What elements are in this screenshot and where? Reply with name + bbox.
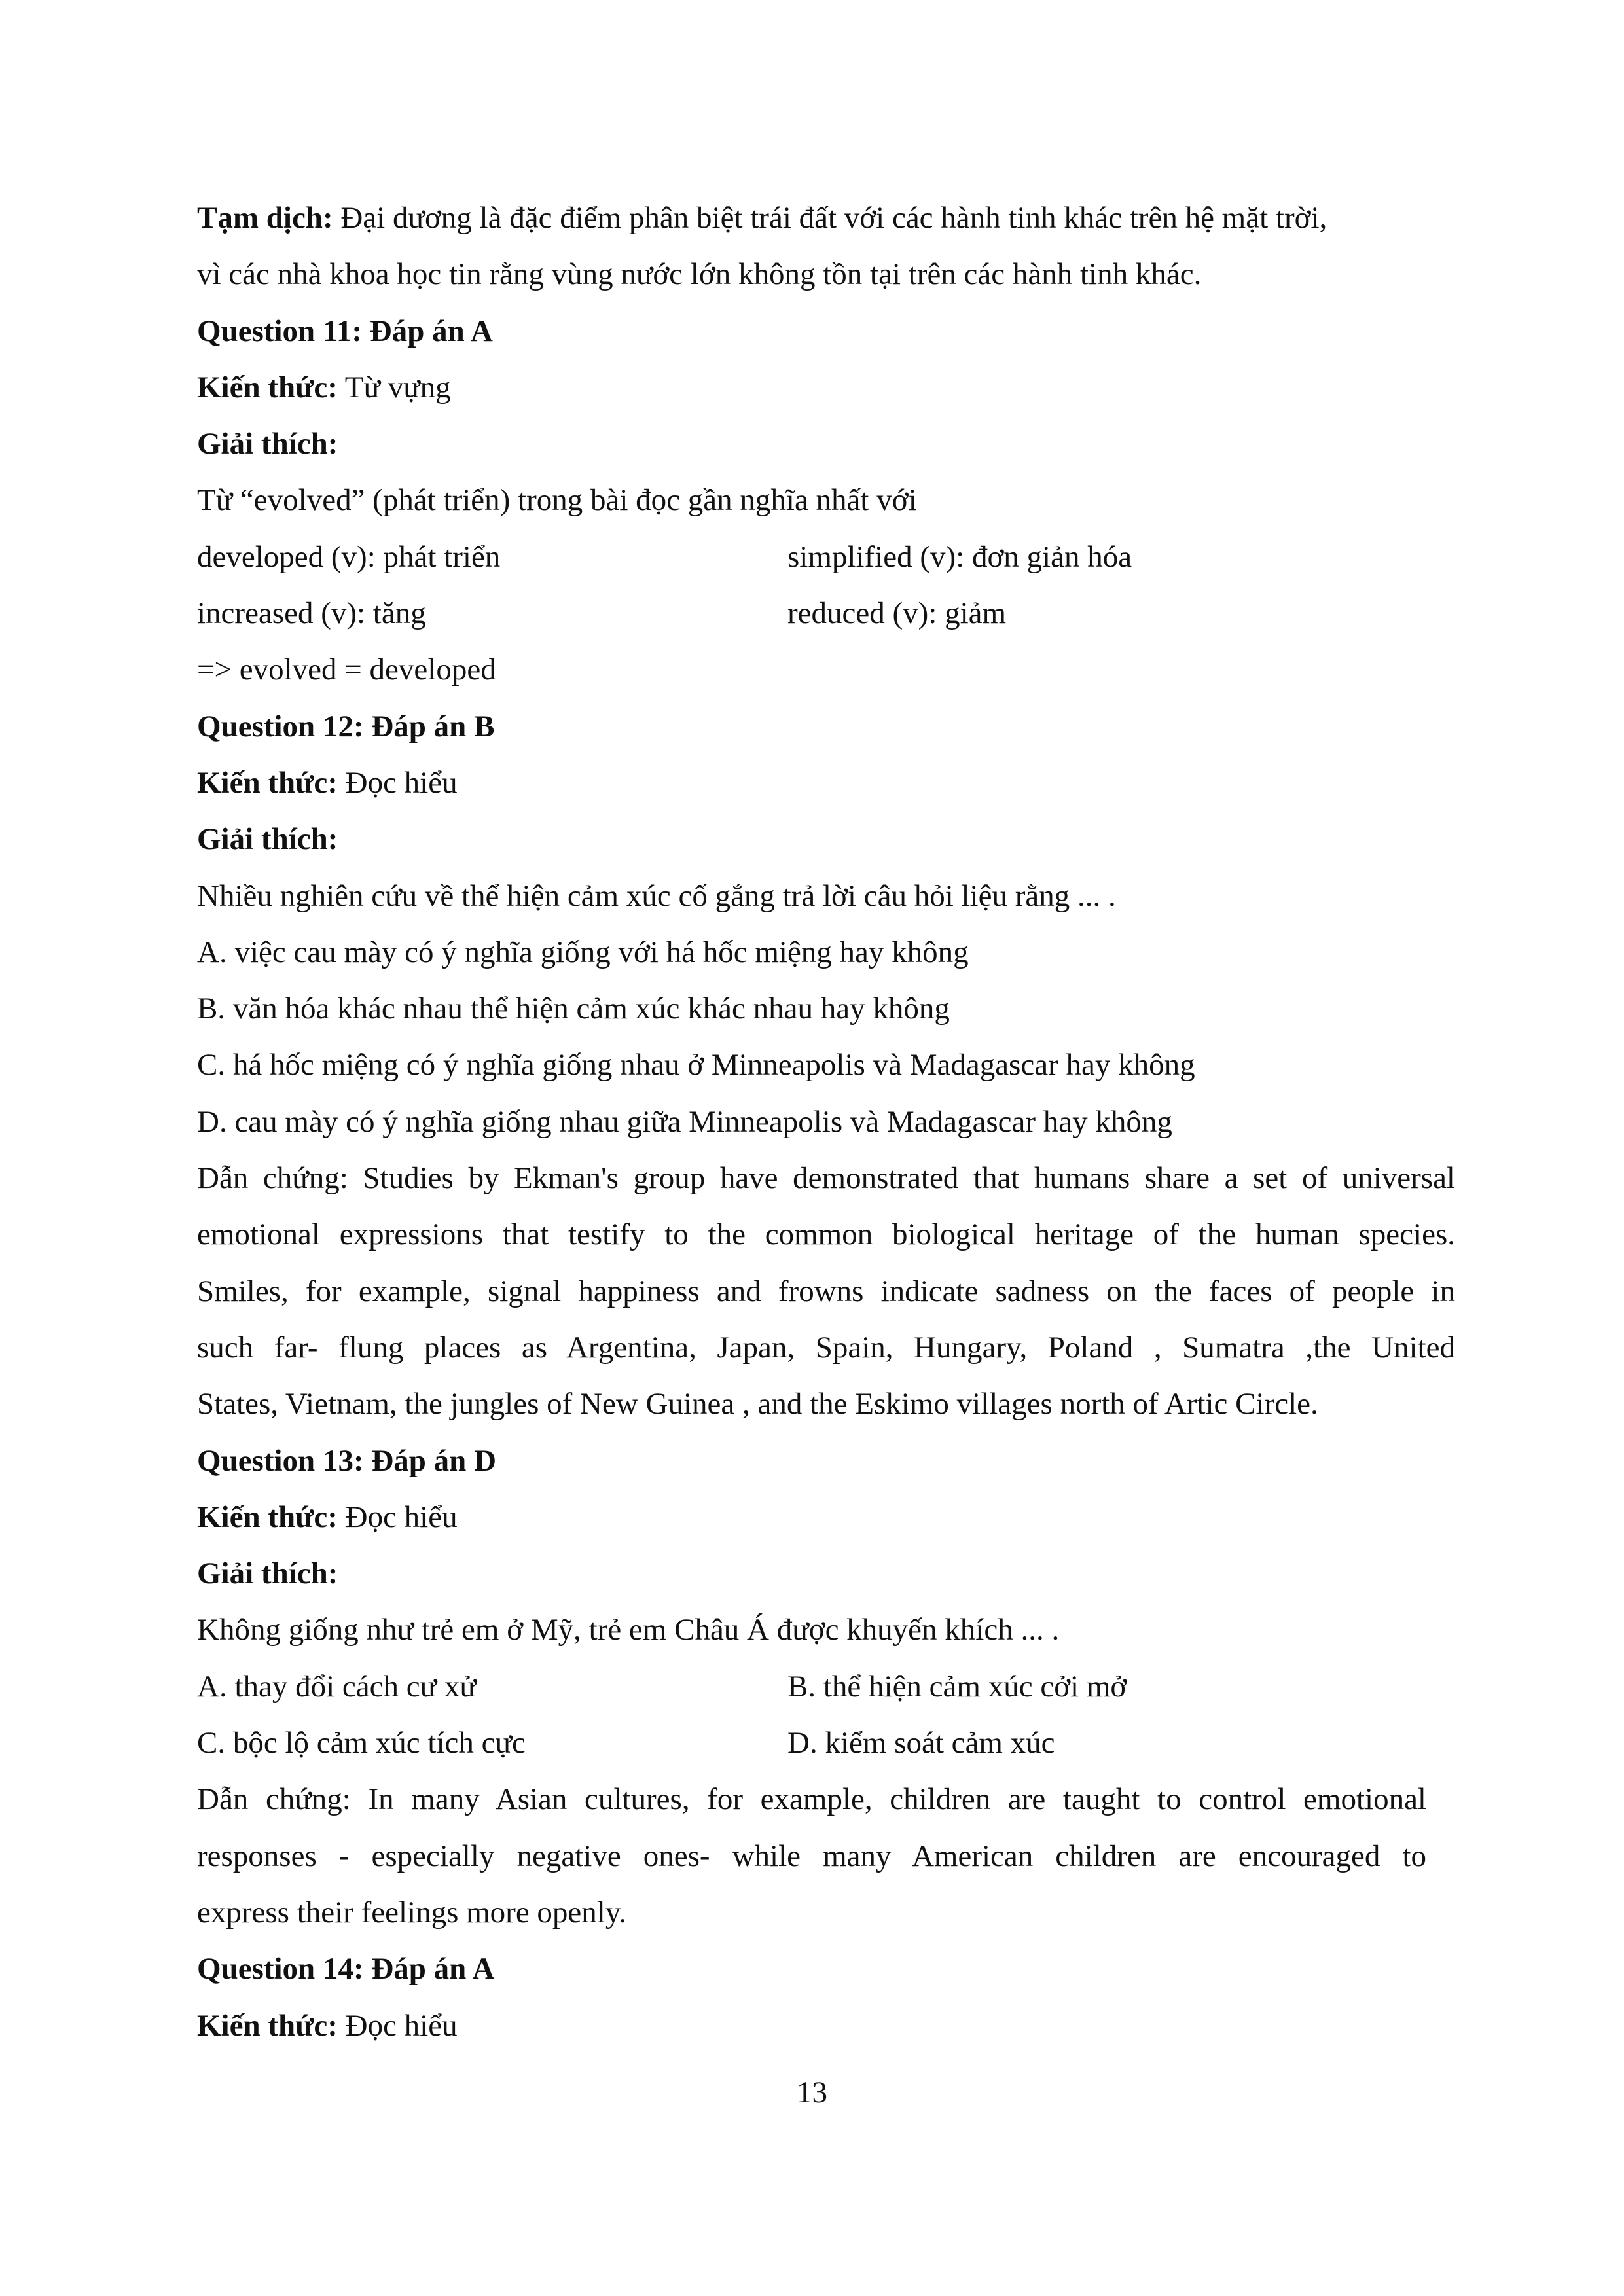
q11-intro: Từ “evolved” (phát triển) trong bài đọc gần nghĩa nhất với xyxy=(197,483,917,518)
q14-knowledge-value: Đọc hiểu xyxy=(337,2008,458,2043)
q12-evidence-line-3: Smiles, for example, signal happiness and frowns indicate sadness on the faces of people in xyxy=(197,1274,1455,1308)
translation-text-1: Đại dương là đặc điểm phân biệt trái đất với các hành tinh khác trên hệ mặt trời, xyxy=(333,201,1327,235)
q11-knowledge-label: Kiến thức: xyxy=(197,370,338,404)
q14-knowledge-label: Kiến thức: xyxy=(197,2008,338,2043)
q13-knowledge-label: Kiến thức: xyxy=(197,1499,338,1534)
q11-heading: Question 11: Đáp án A xyxy=(197,314,493,348)
q11-knowledge xyxy=(197,359,1455,416)
q12-knowledge-label: Kiến thức: xyxy=(197,765,338,800)
document-page xyxy=(197,190,1455,2054)
q12-explain-label: Giải thích: xyxy=(197,822,338,857)
q13-knowledge xyxy=(197,1489,1455,1545)
q14-heading: Question 14: Đáp án A xyxy=(197,1952,495,1986)
q11-option-c: increased (v): tăng xyxy=(197,596,426,631)
q11-conclusion: => evolved = developed xyxy=(197,653,496,687)
q13-option-a: A. thay đổi cách cư xử xyxy=(197,1669,477,1704)
q13-explain-label: Giải thích: xyxy=(197,1556,338,1591)
q11-option-b: simplified (v): đơn giản hóa xyxy=(787,539,1132,574)
q12-knowledge xyxy=(197,755,1455,811)
translation-line-1 xyxy=(197,190,1455,246)
q13-option-d: D. kiểm soát cảm xúc xyxy=(787,1726,1055,1761)
q13-options-row-2 xyxy=(197,1715,1455,1771)
q13-evidence-line-2: responses - especially negative ones- while many American children are encouraged to xyxy=(197,1839,1426,1873)
q13-option-b: B. thể hiện cảm xúc cởi mở xyxy=(787,1669,1127,1704)
q12-heading: Question 12: Đáp án B xyxy=(197,709,495,744)
q12-evidence-line-2: emotional expressions that testify to the common biological heritage of the human species. xyxy=(197,1217,1455,1252)
q13-evidence-line-1: Dẫn chứng: In many Asian cultures, for example, children are taught to control emotional xyxy=(197,1782,1426,1817)
q12-option-b: B. văn hóa khác nhau thể hiện cảm xúc khác nhau hay không xyxy=(197,992,950,1026)
q11-options-row-2 xyxy=(197,585,1455,641)
translation-line-2: vì các nhà khoa học tin rằng vùng nước lớn không tồn tại trên các hành tinh khác. xyxy=(197,257,1202,292)
q13-option-c: C. bộc lộ cảm xúc tích cực xyxy=(197,1726,526,1761)
q13-knowledge-value: Đọc hiểu xyxy=(337,1499,458,1534)
q11-knowledge-value: Từ vựng xyxy=(337,370,451,404)
q11-option-d: reduced (v): giảm xyxy=(787,596,1007,631)
q12-evidence-line-1: Dẫn chứng: Studies by Ekman's group have demonstrated that humans share a set of universal xyxy=(197,1161,1455,1196)
q13-options-row-1 xyxy=(197,1659,1455,1715)
q12-evidence-line-4: such far- flung places as Argentina, Japan, Spain, Hungary, Poland , Sumatra ,the United xyxy=(197,1330,1455,1365)
q11-option-a: developed (v): phát triển xyxy=(197,539,501,574)
q13-heading: Question 13: Đáp án D xyxy=(197,1443,497,1478)
q12-option-d: D. cau mày có ý nghĩa giống nhau giữa Minneapolis và Madagascar hay không xyxy=(197,1104,1172,1139)
q14-knowledge xyxy=(197,1998,1455,2054)
q12-intro: Nhiều nghiên cứu về thể hiện cảm xúc cố gắng trả lời câu hỏi liệu rằng ... . xyxy=(197,878,1116,913)
q12-evidence-line-5: States, Vietnam, the jungles of New Guinea , and the Eskimo villages north of Artic Circle. xyxy=(197,1387,1318,1422)
page-number: 13 xyxy=(797,2075,827,2109)
q11-options-row-1 xyxy=(197,529,1455,585)
q12-option-a: A. việc cau mày có ý nghĩa giống với há hốc miệng hay không xyxy=(197,935,969,969)
translation-label: Tạm dịch: xyxy=(197,201,333,235)
q11-explain-label: Giải thích: xyxy=(197,427,338,461)
q12-knowledge-value: Đọc hiểu xyxy=(337,765,458,800)
q13-intro: Không giống như trẻ em ở Mỹ, trẻ em Châu Á được khuyến khích ... . xyxy=(197,1613,1060,1647)
q12-option-c: C. há hốc miệng có ý nghĩa giống nhau ở Minneapolis và Madagascar hay không xyxy=(197,1048,1195,1083)
q13-evidence-line-3: express their feelings more openly. xyxy=(197,1895,627,1929)
